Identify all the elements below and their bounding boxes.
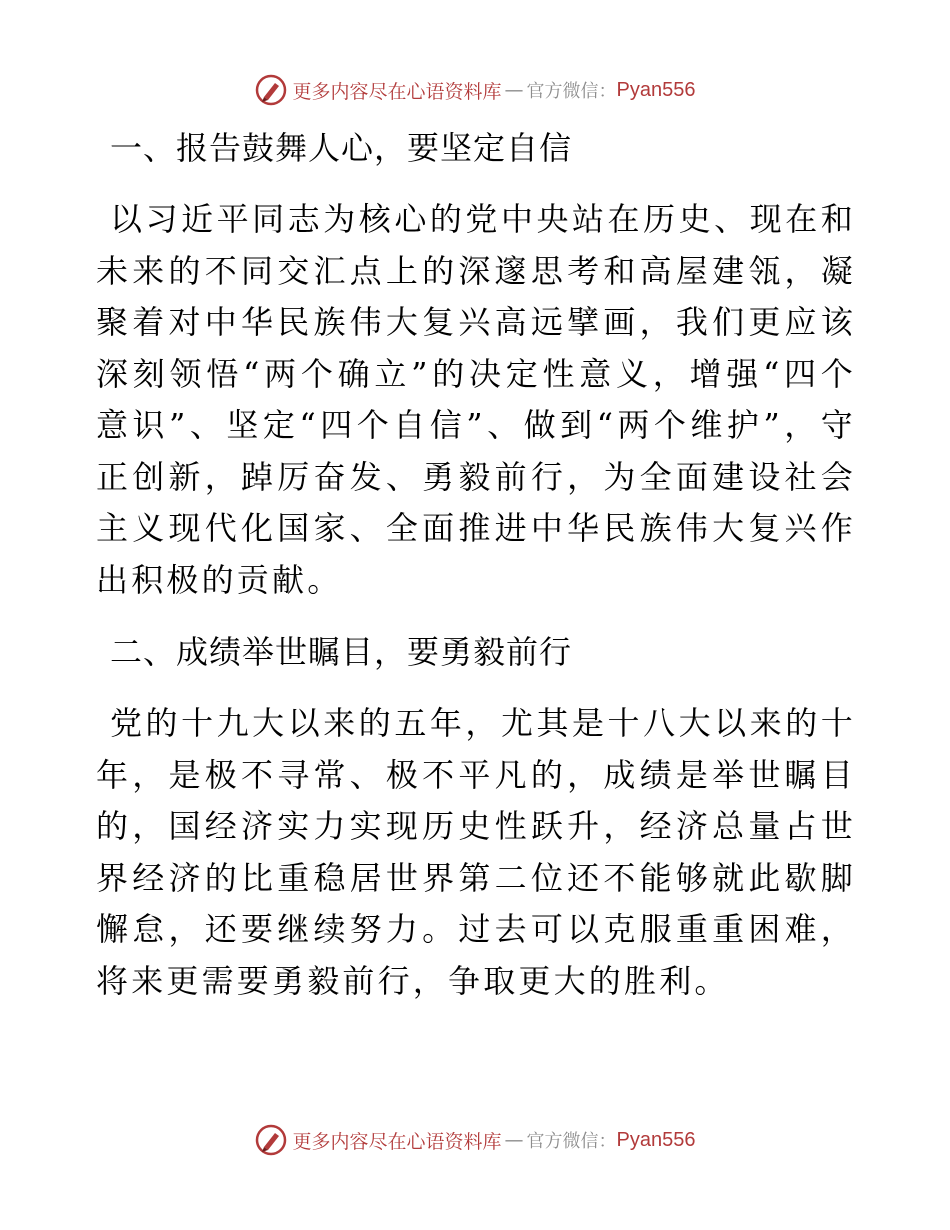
footer-banner — [0, 1120, 950, 1160]
banner-text: 更多内容尽在心语资料库 — [292, 1130, 502, 1153]
section-heading-1: 一、报告鼓舞人心，要坚定自信 — [110, 129, 573, 167]
banner-separator: — — [504, 1129, 524, 1151]
pen-logo-icon — [255, 1124, 287, 1156]
banner-wechat-id: Pyan556 — [616, 1128, 696, 1151]
banner-wechat-label: 官方微信： — [526, 1131, 617, 1152]
banner-text: 更多内容尽在心语资料库 — [292, 80, 502, 103]
section-heading-2: 二、成绩举世瞩目，要勇毅前行 — [110, 633, 573, 671]
section-paragraph-1: 以习近平同志为核心的党中央站在历史、现在和未来的不同交汇点上的深邃思考和高屋建瓴，凝聚着对中华民族伟大复兴高远擘画，我们更应该深刻领悟“两个确立”的决定性意义，增强“四个意识”、坚定“四个自信”、做到“两个维护”，守正创新，踔厉奋发、勇毅前行，为全面建设社会主义现代化国家、全面推进中华民族伟大复兴作出积极的贡献。 — [96, 200, 856, 599]
section-paragraph-2: 党的十九大以来的五年，尤其是十八大以来的十年，是极不寻常、极不平凡的，成绩是举世瞩目的，国经济实力实现历史性跃升，经济总量占世界经济的比重稳居世界第二位还不能够就此歇脚懈怠，还要继续努力。过去可以克服重重困难，将来更需要勇毅前行，争取更大的胜利。 — [96, 704, 856, 1000]
banner-wechat-label: 官方微信： — [526, 81, 617, 102]
banner-separator: — — [504, 79, 524, 101]
pen-logo-icon — [255, 74, 287, 106]
document-body — [96, 122, 856, 1007]
banner-wechat-id: Pyan556 — [616, 78, 696, 101]
header-banner — [0, 70, 950, 110]
